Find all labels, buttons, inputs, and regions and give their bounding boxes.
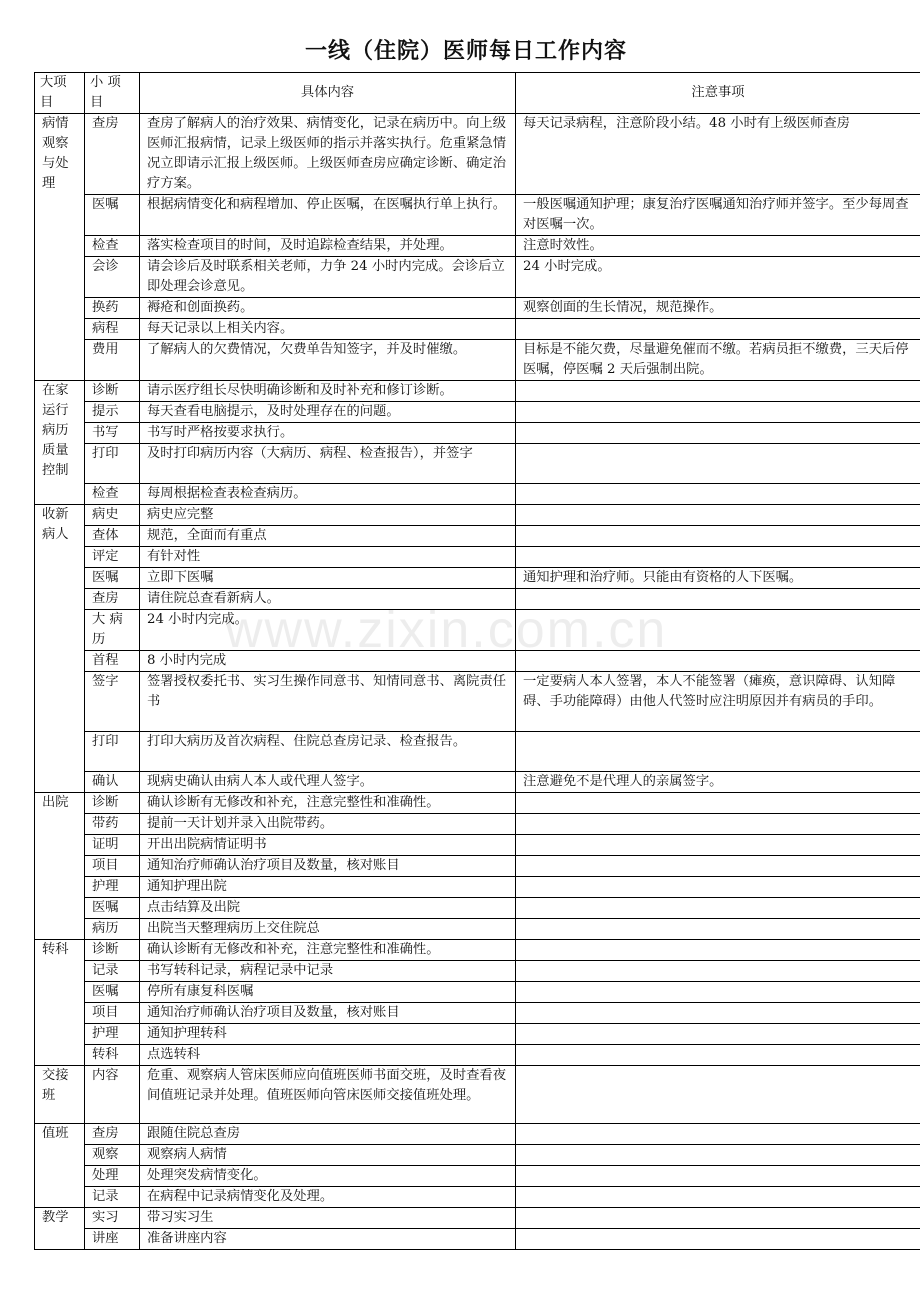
content-cell: 通知治疗师确认治疗项目及数量，核对账目	[140, 1003, 516, 1024]
subitem-cell: 医嘱	[85, 568, 140, 589]
table-row	[35, 1208, 920, 1229]
note-cell: 目标是不能欠费，尽量避免催而不缴。若病员拒不缴费，三天后停医嘱，停医嘱 2 天后强制出院。	[516, 340, 920, 381]
table-row	[35, 961, 920, 982]
table-row	[35, 877, 920, 898]
table-row	[35, 505, 920, 526]
category-cell: 交接班	[35, 1066, 85, 1124]
subitem-cell: 确认	[85, 772, 140, 793]
content-cell: 开出出院病情证明书	[140, 835, 516, 856]
content-cell: 书写转科记录，病程记录中记录	[140, 961, 516, 982]
note-cell: 一般医嘱通知护理；康复治疗医嘱通知治疗师并签字。至少每周查对医嘱一次。	[516, 195, 920, 236]
subitem-cell: 查房	[85, 589, 140, 610]
content-cell: 8 小时内完成	[140, 651, 516, 672]
category-cell: 值班	[35, 1124, 85, 1208]
table-row	[35, 402, 920, 423]
header-subitem: 小 项目	[85, 73, 140, 114]
subitem-cell: 处理	[85, 1166, 140, 1187]
table-row	[35, 423, 920, 444]
subitem-cell: 带药	[85, 814, 140, 835]
table-row	[35, 547, 920, 568]
note-cell	[516, 589, 920, 610]
note-cell	[516, 651, 920, 672]
table-row	[35, 835, 920, 856]
content-cell: 了解病人的欠费情况，欠费单告知签字，并及时催缴。	[140, 340, 516, 381]
table-row	[35, 257, 920, 298]
note-cell	[516, 526, 920, 547]
content-cell: 褥疮和创面换药。	[140, 298, 516, 319]
note-cell	[516, 1145, 920, 1166]
subitem-cell: 证明	[85, 835, 140, 856]
content-cell: 打印大病历及首次病程、住院总查房记录、检查报告。	[140, 732, 516, 772]
subitem-cell: 护理	[85, 877, 140, 898]
note-cell	[516, 793, 920, 814]
content-cell: 现病史确认由病人本人或代理人签字。	[140, 772, 516, 793]
note-cell	[516, 877, 920, 898]
content-cell: 每天查看电脑提示，及时处理存在的问题。	[140, 402, 516, 423]
table-row	[35, 526, 920, 547]
subitem-cell: 打印	[85, 732, 140, 772]
table-row	[35, 1187, 920, 1208]
subitem-cell: 实习	[85, 1208, 140, 1229]
table-row	[35, 236, 920, 257]
table-row	[35, 1229, 920, 1250]
content-cell: 24 小时内完成。	[140, 610, 516, 651]
subitem-cell: 检查	[85, 484, 140, 505]
content-cell: 点击结算及出院	[140, 898, 516, 919]
content-cell: 点选转科	[140, 1045, 516, 1066]
content-cell: 立即下医嘱	[140, 568, 516, 589]
note-cell	[516, 732, 920, 772]
table-row	[35, 793, 920, 814]
table-row	[35, 195, 920, 236]
subitem-cell: 首程	[85, 651, 140, 672]
content-cell: 确认诊断有无修改和补充，注意完整性和准确性。	[140, 940, 516, 961]
subitem-cell: 查体	[85, 526, 140, 547]
note-cell	[516, 814, 920, 835]
subitem-cell: 查房	[85, 114, 140, 195]
note-cell	[516, 423, 920, 444]
table-row	[35, 1066, 920, 1124]
note-cell: 注意时效性。	[516, 236, 920, 257]
content-cell: 有针对性	[140, 547, 516, 568]
content-cell: 在病程中记录病情变化及处理。	[140, 1187, 516, 1208]
subitem-cell: 换药	[85, 298, 140, 319]
note-cell: 通知护理和治疗师。只能由有资格的人下医嘱。	[516, 568, 920, 589]
subitem-cell: 费用	[85, 340, 140, 381]
subitem-cell: 诊断	[85, 381, 140, 402]
category-cell: 转科	[35, 940, 85, 1066]
note-cell	[516, 982, 920, 1003]
note-cell	[516, 1166, 920, 1187]
table-row	[35, 732, 920, 772]
content-cell: 及时打印病历内容（大病历、病程、检查报告），并签字	[140, 444, 516, 484]
table-row	[35, 484, 920, 505]
header-category: 大项目	[35, 73, 85, 114]
content-cell: 出院当天整理病历上交住院总	[140, 919, 516, 940]
table-row	[35, 610, 920, 651]
subitem-cell: 记录	[85, 1187, 140, 1208]
note-cell	[516, 940, 920, 961]
content-cell: 签署授权委托书、实习生操作同意书、知情同意书、离院责任书	[140, 672, 516, 732]
content-cell: 处理突发病情变化。	[140, 1166, 516, 1187]
table-row	[35, 444, 920, 484]
note-cell	[516, 835, 920, 856]
content-cell: 通知护理转科	[140, 1024, 516, 1045]
note-cell	[516, 1229, 920, 1250]
table-row	[35, 1166, 920, 1187]
note-cell	[516, 961, 920, 982]
table-row	[35, 381, 920, 402]
table-row	[35, 114, 920, 195]
subitem-cell: 会诊	[85, 257, 140, 298]
table-row	[35, 651, 920, 672]
note-cell	[516, 856, 920, 877]
table-row	[35, 1024, 920, 1045]
category-cell: 在家运行病历质量控制	[35, 381, 85, 505]
note-cell: 观察创面的生长情况，规范操作。	[516, 298, 920, 319]
subitem-cell: 病史	[85, 505, 140, 526]
table-row	[35, 340, 920, 381]
note-cell: 一定要病人本人签署，本人不能签署（瘫痪，意识障碍、认知障碍、手功能障碍）由他人代签时应注明原因并有病员的手印。	[516, 672, 920, 732]
note-cell	[516, 319, 920, 340]
content-cell: 病史应完整	[140, 505, 516, 526]
table-body	[35, 114, 920, 1250]
subitem-cell: 医嘱	[85, 195, 140, 236]
subitem-cell: 观察	[85, 1145, 140, 1166]
content-cell: 通知护理出院	[140, 877, 516, 898]
content-cell: 查房了解病人的治疗效果、病情变化，记录在病历中。向上级医师汇报病情，记录上级医师的指示并落实执行。危重紧急情况立即请示汇报上级医师。上级医师查房应确定诊断、确定治疗方案。	[140, 114, 516, 195]
content-cell: 观察病人病情	[140, 1145, 516, 1166]
table-row	[35, 1003, 920, 1024]
table-row	[35, 1045, 920, 1066]
subitem-cell: 医嘱	[85, 898, 140, 919]
note-cell	[516, 547, 920, 568]
subitem-cell: 护理	[85, 1024, 140, 1045]
note-cell	[516, 381, 920, 402]
content-cell: 带习实习生	[140, 1208, 516, 1229]
note-cell	[516, 1003, 920, 1024]
subitem-cell: 诊断	[85, 793, 140, 814]
note-cell: 24 小时完成。	[516, 257, 920, 298]
content-cell: 危重、观察病人管床医师应向值班医师书面交班，及时查看夜间值班记录并处理。值班医师向管床医师交接值班处理。	[140, 1066, 516, 1124]
subitem-cell: 大 病历	[85, 610, 140, 651]
content-cell: 请住院总查看新病人。	[140, 589, 516, 610]
note-cell	[516, 1187, 920, 1208]
header-notes: 注意事项	[516, 73, 920, 114]
work-content-table	[34, 72, 920, 1250]
subitem-cell: 内容	[85, 1066, 140, 1124]
category-cell: 教学	[35, 1208, 85, 1250]
content-cell: 落实检查项目的时间，及时追踪检查结果，并处理。	[140, 236, 516, 257]
subitem-cell: 提示	[85, 402, 140, 423]
content-cell: 准备讲座内容	[140, 1229, 516, 1250]
subitem-cell: 讲座	[85, 1229, 140, 1250]
note-cell	[516, 919, 920, 940]
table-row	[35, 772, 920, 793]
category-cell: 病情观察与处理	[35, 114, 85, 381]
content-cell: 确认诊断有无修改和补充，注意完整性和准确性。	[140, 793, 516, 814]
subitem-cell: 病程	[85, 319, 140, 340]
table-row	[35, 672, 920, 732]
subitem-cell: 签字	[85, 672, 140, 732]
subitem-cell: 医嘱	[85, 982, 140, 1003]
note-cell	[516, 1124, 920, 1145]
subitem-cell: 检查	[85, 236, 140, 257]
note-cell	[516, 1208, 920, 1229]
note-cell: 注意避免不是代理人的亲属签字。	[516, 772, 920, 793]
page-title: 一线（住院）医师每日工作内容	[304, 39, 627, 64]
subitem-cell: 记录	[85, 961, 140, 982]
header-content: 具体内容	[140, 73, 516, 114]
content-cell: 根据病情变化和病程增加、停止医嘱，在医嘱执行单上执行。	[140, 195, 516, 236]
category-cell: 收新病人	[35, 505, 85, 793]
subitem-cell: 诊断	[85, 940, 140, 961]
subitem-cell: 查房	[85, 1124, 140, 1145]
table-row	[35, 856, 920, 877]
content-cell: 请示医疗组长尽快明确诊断和及时补充和修订诊断。	[140, 381, 516, 402]
table-row	[35, 898, 920, 919]
subitem-cell: 评定	[85, 547, 140, 568]
subitem-cell: 病历	[85, 919, 140, 940]
content-cell: 通知治疗师确认治疗项目及数量，核对账目	[140, 856, 516, 877]
content-cell: 每周根据检查表检查病历。	[140, 484, 516, 505]
note-cell	[516, 444, 920, 484]
table-row	[35, 319, 920, 340]
subitem-cell: 打印	[85, 444, 140, 484]
table-row	[35, 919, 920, 940]
note-cell	[516, 898, 920, 919]
subitem-cell: 项目	[85, 1003, 140, 1024]
content-cell: 跟随住院总查房	[140, 1124, 516, 1145]
content-cell: 规范，全面而有重点	[140, 526, 516, 547]
note-cell	[516, 1045, 920, 1066]
subitem-cell: 转科	[85, 1045, 140, 1066]
table-row	[35, 940, 920, 961]
table-row	[35, 982, 920, 1003]
table-row	[35, 589, 920, 610]
content-cell: 提前一天计划并录入出院带药。	[140, 814, 516, 835]
note-cell	[516, 505, 920, 526]
note-cell	[516, 1066, 920, 1124]
note-cell	[516, 1024, 920, 1045]
content-cell: 请会诊后及时联系相关老师，力争 24 小时内完成。会诊后立即处理会诊意见。	[140, 257, 516, 298]
content-cell: 停所有康复科医嘱	[140, 982, 516, 1003]
table-row	[35, 298, 920, 319]
subitem-cell: 书写	[85, 423, 140, 444]
note-cell	[516, 484, 920, 505]
table-row	[35, 568, 920, 589]
table-row	[35, 814, 920, 835]
note-cell	[516, 402, 920, 423]
note-cell: 每天记录病程，注意阶段小结。48 小时有上级医师查房	[516, 114, 920, 195]
content-cell: 书写时严格按要求执行。	[140, 423, 516, 444]
table-header-row	[35, 73, 920, 114]
watermark: www.zixin.com.cn	[225, 601, 668, 659]
table-row	[35, 1124, 920, 1145]
category-cell: 出院	[35, 793, 85, 940]
note-cell	[516, 610, 920, 651]
subitem-cell: 项目	[85, 856, 140, 877]
content-cell: 每天记录以上相关内容。	[140, 319, 516, 340]
table-row	[35, 1145, 920, 1166]
